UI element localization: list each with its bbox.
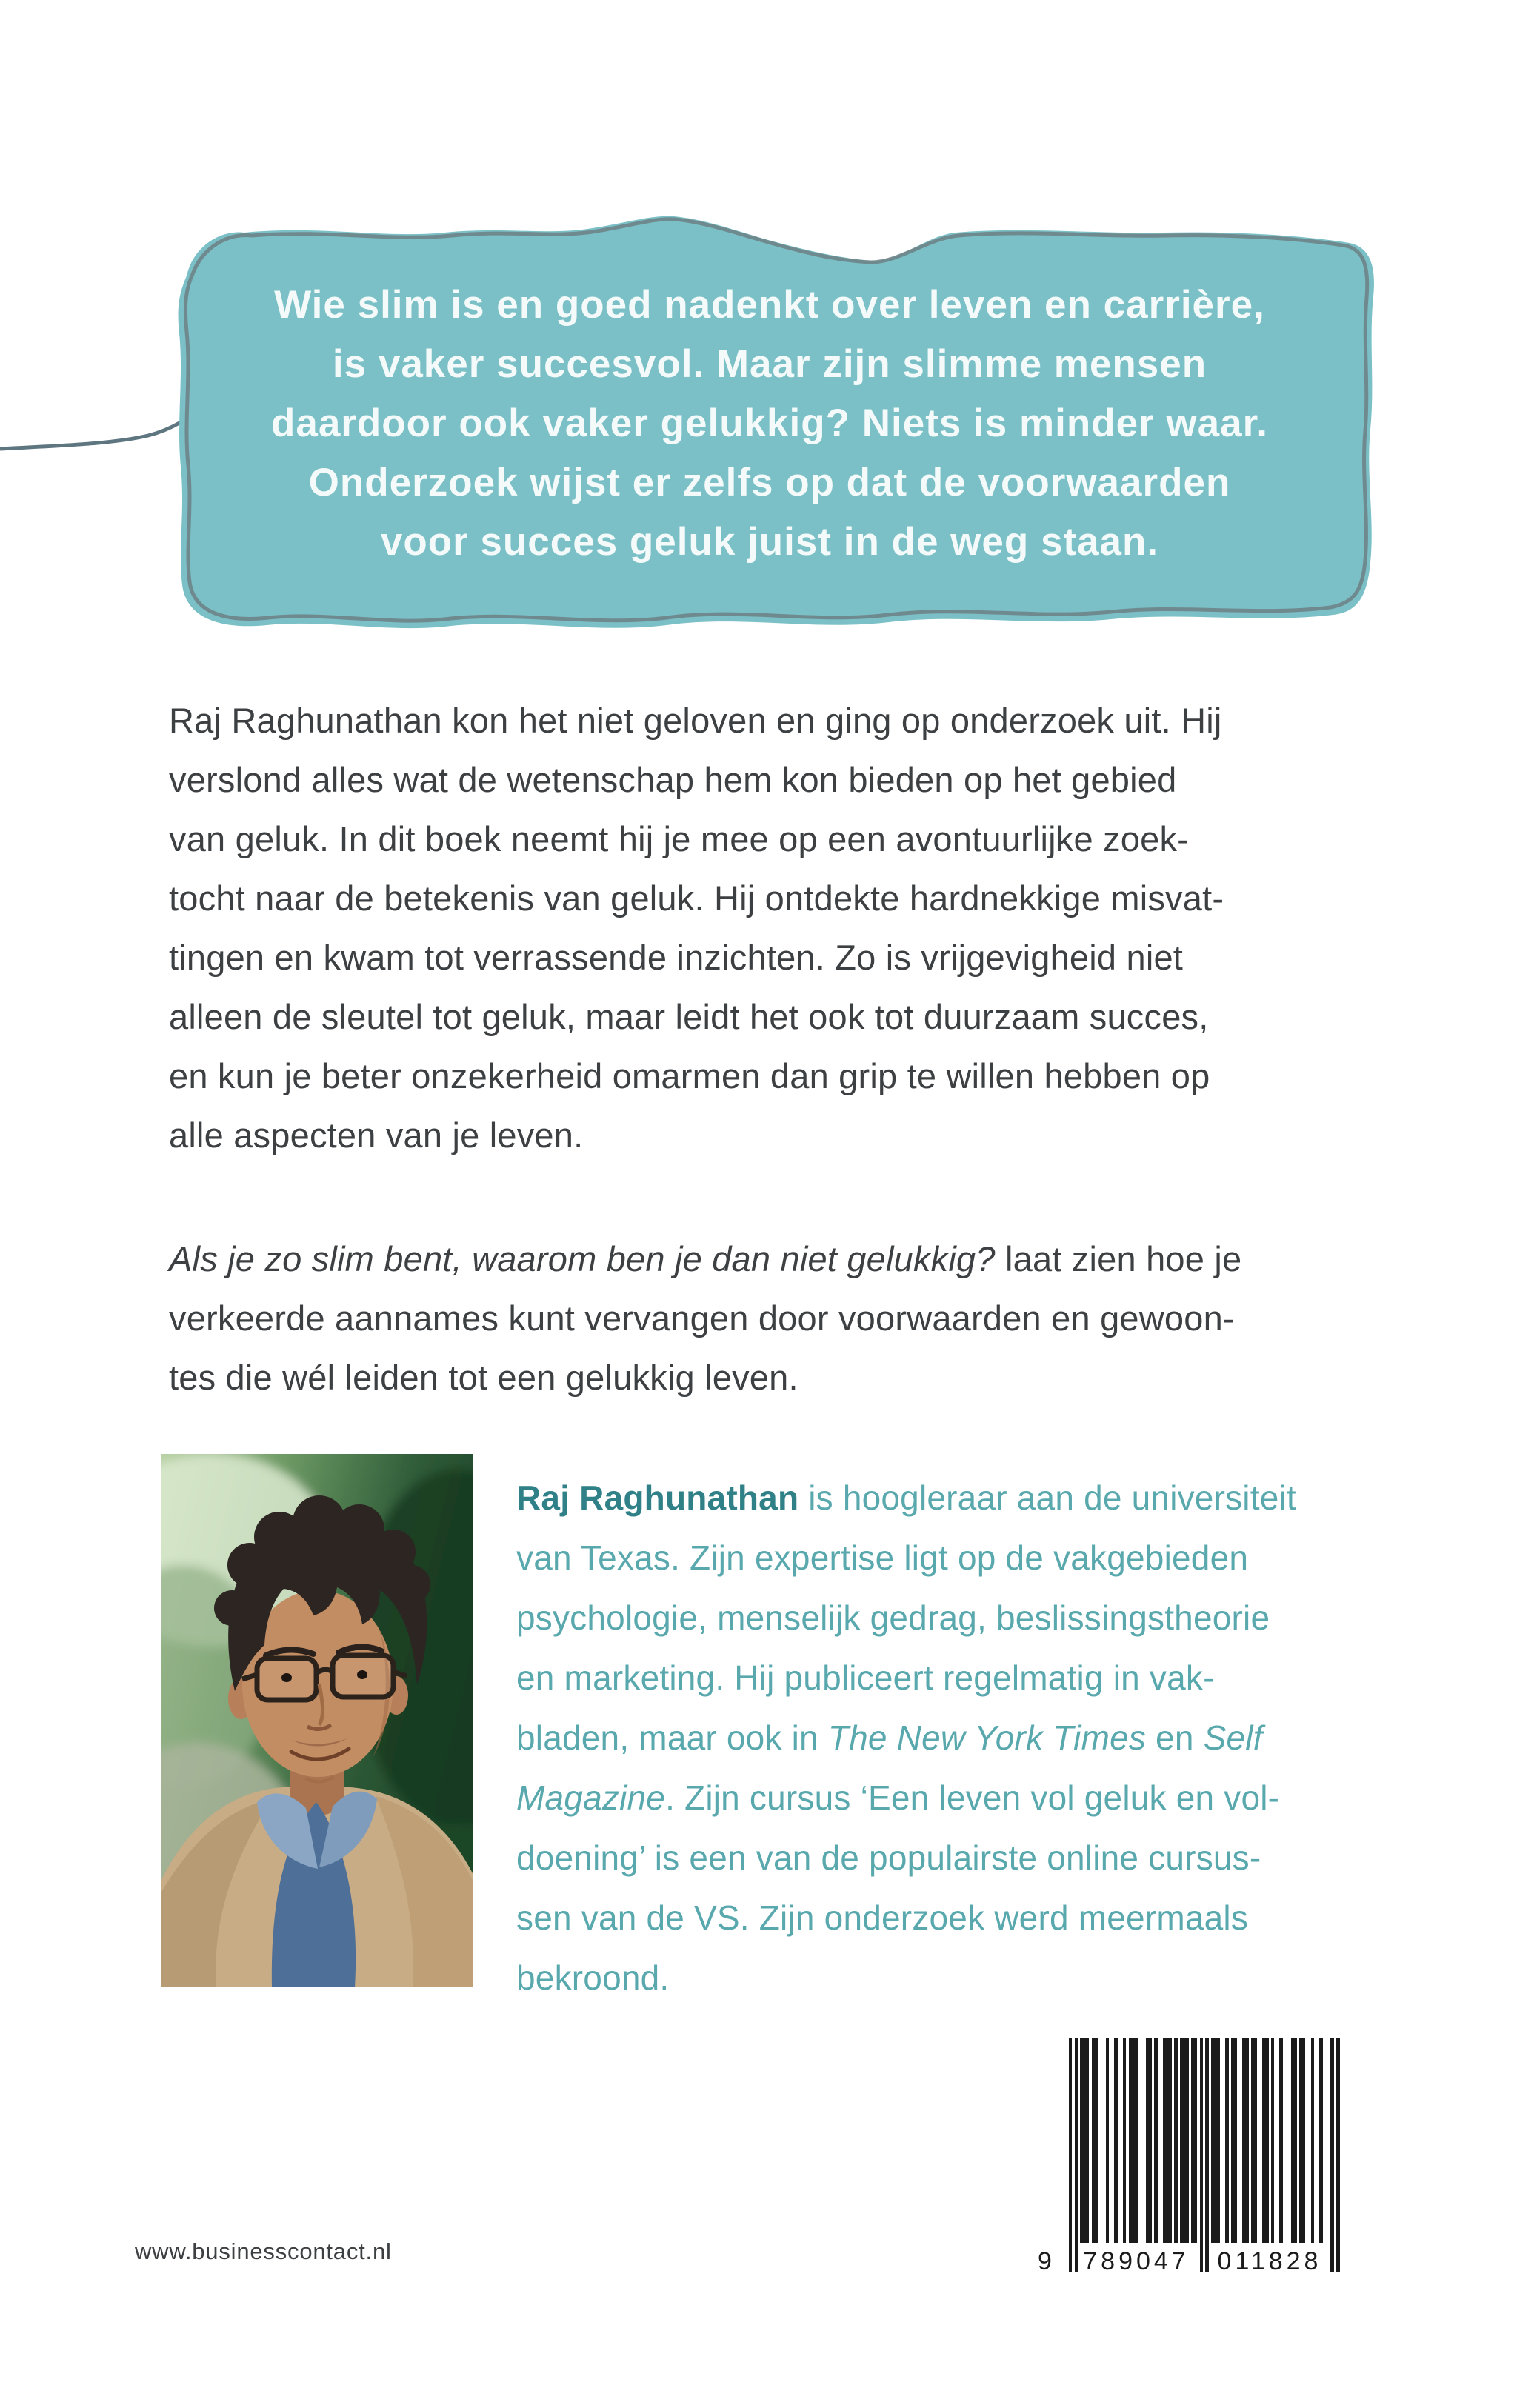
synopsis-line: verslond alles wat de wetenschap hem kon bieden op het gebied (169, 760, 1177, 799)
barcode-digits-right: 011828 (1217, 2247, 1322, 2275)
publication-title-italic: The New York Times (827, 1718, 1147, 1757)
quote-line: Wie slim is en goed nadenkt over leven en carrière, (274, 283, 1265, 327)
synopsis-line: en kun je beter onzekerheid omarmen dan grip te willen hebben op (169, 1056, 1210, 1095)
synopsis-line: tocht naar de betekenis van geluk. Hij ontdekte hardnekkige misvat- (169, 878, 1224, 918)
quote-line: Onderzoek wijst er zelfs op dat de voorwaarden (308, 461, 1231, 504)
barcode-digit-first: 9 (1038, 2247, 1052, 2275)
synopsis-line: tingen en kwam tot verrassende inzichten. Zo is vrijgevigheid niet (169, 938, 1184, 977)
book-title-italic: Als je zo slim bent, waarom ben je dan niet gelukkig? (169, 1239, 996, 1278)
synopsis-line: alle aspecten van je leven. (169, 1115, 584, 1155)
synopsis-line: verkeerde aannames kunt vervangen door voorwaarden en gewoon- (169, 1298, 1235, 1338)
quote-line: is vaker succesvol. Maar zijn slimme mensen (332, 342, 1207, 386)
publication-title-italic: Magazine (516, 1778, 666, 1817)
bio-line: doening’ is een van de populairste online cursus- (516, 1838, 1261, 1877)
bio-line: sen van de VS. Zijn onderzoek werd meermaals (516, 1898, 1249, 1937)
bio-line: bekroond. (516, 1958, 670, 1997)
publisher-website: www.businesscontact.nl (135, 2238, 392, 2264)
author-photo (161, 1454, 473, 1987)
barcode-bars (1069, 2038, 1339, 2272)
author-name: Raj Raghunathan (516, 1478, 799, 1517)
bio-line: Raj Raghunathan is hoogleraar aan de universiteit (516, 1478, 1296, 1517)
bio-line: psychologie, menselijk gedrag, beslissingstheorie (516, 1598, 1270, 1637)
publication-title-italic: Self (1203, 1718, 1263, 1757)
synopsis-line: Als je zo slim bent, waarom ben je dan niet gelukkig? laat zien hoe je (169, 1239, 1242, 1278)
quote-block (210, 276, 1329, 572)
bio-line: van Texas. Zijn expertise ligt op de vakgebieden (516, 1538, 1249, 1577)
synopsis-line: Raj Raghunathan kon het niet geloven en ging op onderzoek uit. Hij (169, 701, 1222, 740)
synopsis-line: tes die wél leiden tot een gelukkig leven. (169, 1358, 798, 1397)
speech-bubble-tail (0, 422, 181, 449)
barcode-digits (1038, 2247, 1339, 2280)
synopsis-paragraph-2 (169, 1230, 1384, 1407)
author-bio (516, 1468, 1413, 2008)
bio-line: Magazine. Zijn cursus ‘Een leven vol geluk en vol- (516, 1778, 1280, 1817)
quote-line: daardoor ook vaker gelukkig? Niets is minder waar. (270, 401, 1268, 445)
barcode (1038, 2038, 1339, 2283)
synopsis-line: alleen de sleutel tot geluk, maar leidt het ook tot duurzaam succes, (169, 997, 1209, 1036)
barcode-digits-left: 789047 (1083, 2247, 1190, 2275)
bio-line: bladen, maar ook in The New York Times en Self (516, 1718, 1263, 1757)
synopsis-paragraph-1 (169, 691, 1384, 1165)
bio-line: en marketing. Hij publiceert regelmatig in vak- (516, 1658, 1215, 1697)
quote-line: voor succes geluk juist in de weg staan. (380, 520, 1159, 564)
synopsis-line: van geluk. In dit boek neemt hij je mee op een avontuurlijke zoek- (169, 819, 1190, 858)
